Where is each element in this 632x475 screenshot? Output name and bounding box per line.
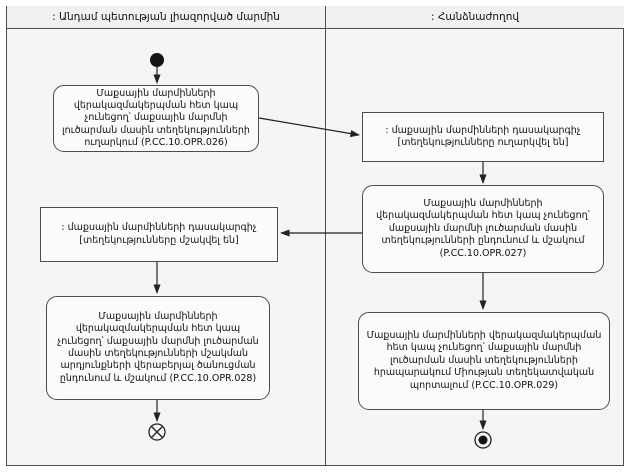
object-node-classifier-processed (40, 207, 278, 262)
activity-send-liquidation-info: Մաքսային մարմինների վերակազմակերպման հետ կապ չունեցող՝ մաքսային մարմնի լուծարման մասին տեղեկությունների ուղարկում (P.CC.10.OPR.026) (53, 85, 259, 152)
lane-divider (325, 6, 326, 466)
object-node-name: : մաքսային մարմինների դասակարգիչ (61, 222, 257, 234)
activity-receive-notification-results: Մաքսային մարմինների վերակազմակերպման հետ կապ չունեցող՝ մաքսային մարմնի լուծարման մասին տեղեկությունների մշակման արդյունքների վերաբերյալ ծանուցման ընդունում և մշակում (P.CC.10.OPR.028) (46, 296, 270, 400)
object-node-state: [տեղեկությունները մշակվել են] (79, 234, 239, 246)
activity-receive-process-info: Մաքսային մարմինների վերակազմակերպման հետ կապ չունեցող՝ մաքսային մարմնի լուծարման մասին տեղեկությունների ընդունում և մշակում (P.CC.10.OPR.027) (362, 185, 604, 273)
object-node-name: : մաքսային մարմինների դասակարգիչ (385, 124, 581, 136)
activity-publish-info-portal: Մաքսային մարմինների վերակազմակերպման հետ կապ չունեցող՝ մաքսային մարմնի լուծարման մասին տեղեկությունների հրապարակում Միության տեղեկատվական պորտալում (P.CC.10.OPR.029) (358, 312, 610, 410)
object-node-classifier-sent (362, 112, 604, 162)
swimlane-header-commission: : Հանձնաժողով (326, 6, 624, 29)
swimlane-header-authorized-body: : Անդամ պետության լիազորված մարմին (7, 6, 325, 29)
object-node-state: [տեղեկությունները ուղարկվել են] (397, 137, 569, 148)
